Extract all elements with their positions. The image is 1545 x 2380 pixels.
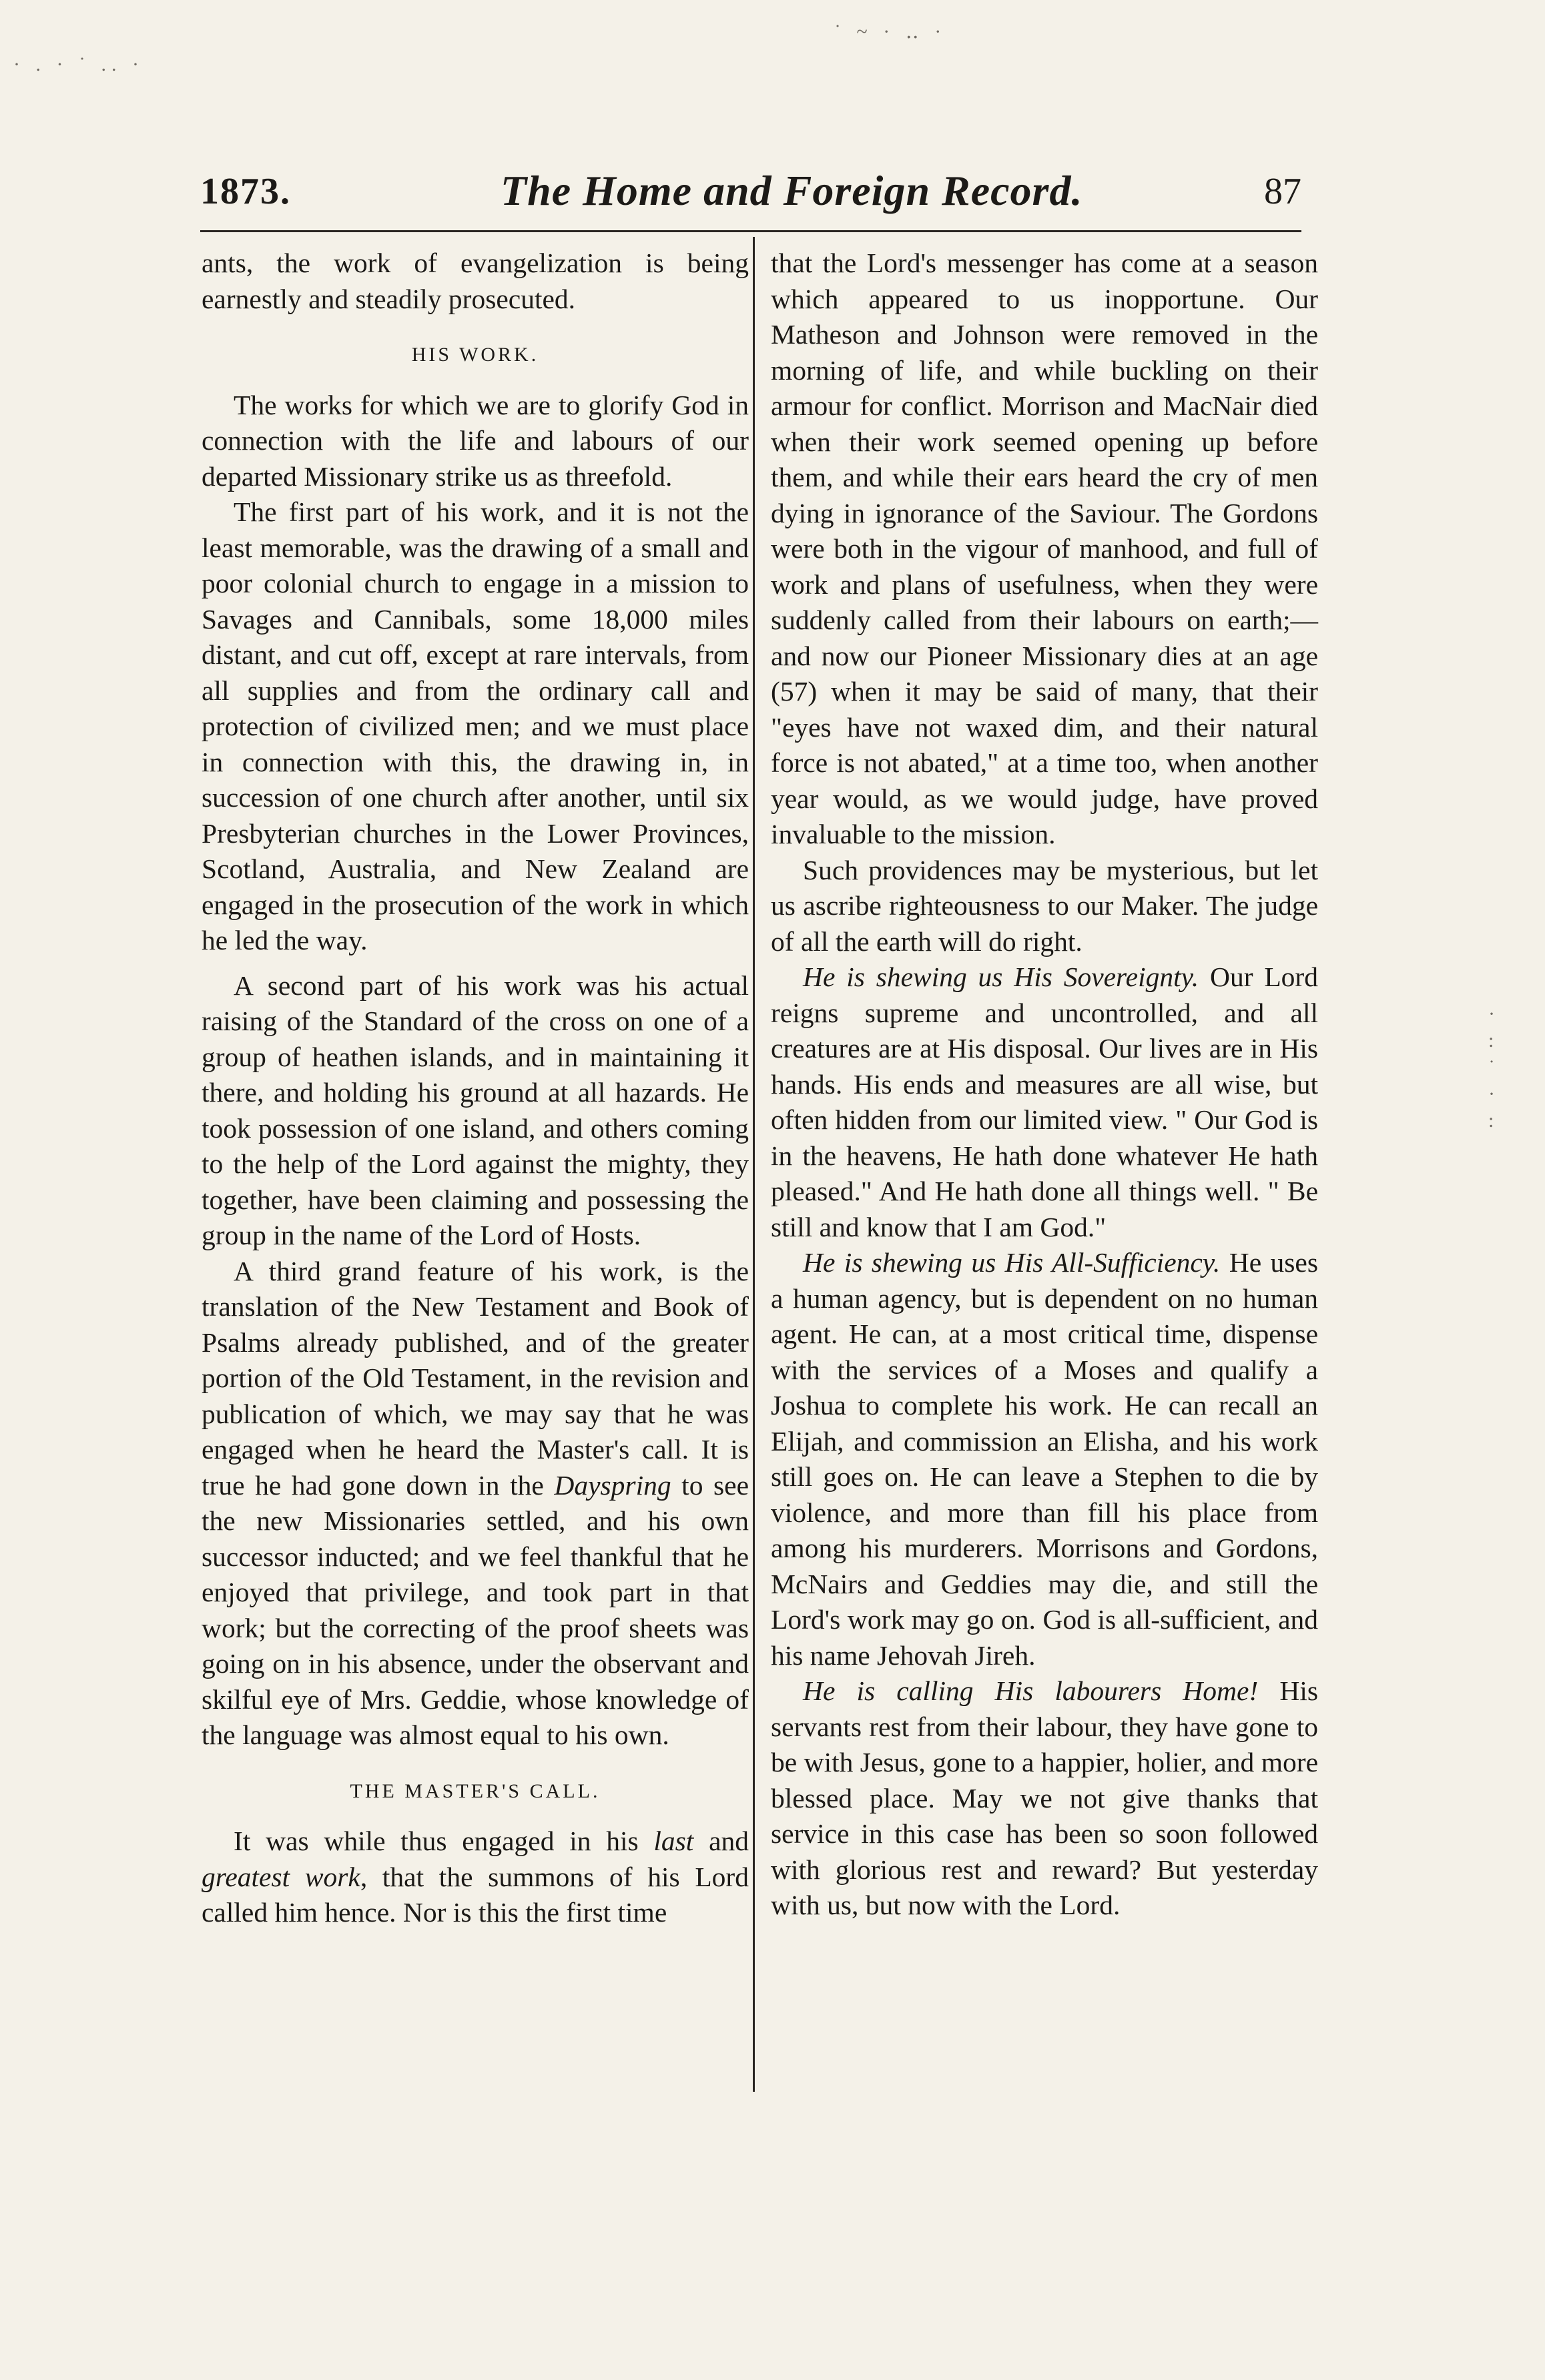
italic-text: Dayspring xyxy=(554,1469,671,1501)
paragraph: Such providences may be mysterious, but let us ascribe righteousness to our Maker. The judge of all the earth will do right. xyxy=(771,854,1318,957)
text-run: and xyxy=(693,1826,749,1856)
column-divider xyxy=(753,237,755,2092)
paragraph: The works for which we are to glorify God in connection with the life and labours of our departed Missionary strike us as threefold. xyxy=(202,389,749,492)
italic-text: He is calling His labourers Home! xyxy=(803,1675,1259,1706)
running-header xyxy=(200,167,1301,232)
italic-text: He is shewing us His All-Sufficiency. xyxy=(803,1247,1221,1278)
left-column xyxy=(202,246,749,1931)
right-column xyxy=(771,246,1318,1924)
paragraph xyxy=(771,1245,1318,1673)
paragraph xyxy=(202,1254,749,1753)
scan-noise: · . · ˙ .. · xyxy=(13,53,144,75)
italic-text: He is shewing us His Sovereignty. xyxy=(803,961,1199,992)
header-year: 1873. xyxy=(200,171,291,212)
scan-noise: ˙ ~ · ‥ · xyxy=(834,21,947,43)
italic-text: last xyxy=(653,1826,694,1856)
page-number: 87 xyxy=(1264,171,1301,212)
text-run: His servants rest from their labour, they have gone to be with Jesus, gone to a happier, holier, and more blessed place. May we not give thanks that service in this case has been so soon followed with glorious rest and reward? But yesterday with us, but now with the Lord. xyxy=(771,1675,1318,1920)
text-run: , that the summons of his Lord called him hence. Nor is this the first time xyxy=(202,1861,749,1928)
paragraph-gap xyxy=(202,959,749,968)
text-run: It was while thus engaged in his xyxy=(234,1826,654,1856)
paragraph xyxy=(202,1824,749,1931)
scan-noise: · : ˙ · : xyxy=(1488,1003,1495,1132)
paragraph xyxy=(771,959,1318,1245)
text-run: He uses a human agency, but is dependent on no human agent. He can, at a most critical time, dispense with the services of a Moses and qualify a Joshua to complete his work. He can recall an Elijah, and commission an Elisha, and his work still goes on. He can leave a Stephen to die by violence, and more than fill his place from among his murderers. Morrisons and Gordons, McNairs and Geddies may die, and still the Lord's work may go on. God is all-sufficient, and his name Jehovah Jireh. xyxy=(771,1247,1318,1671)
paragraph: ants, the work of evangelization is being earnestly and steadily prosecuted. xyxy=(202,248,749,314)
text-run: A third grand feature of his work, is the translation of the New Testament and Book of Psalms already published, and of the greater portion of the Old Testament, in the revision and publication of which, we may say that he was engaged when he heard the Master's call. It is true he had gone down in the xyxy=(202,1255,749,1501)
italic-text: greatest work xyxy=(202,1861,360,1892)
text-run: to see the new Missionaries settled, and his own successor inducted; and we feel thankful that he enjoyed that privilege, and took part in that work; but the correcting of the proof sheets was going on in his absence, under the observant and skilful eye of Mrs. Geddie, whose knowledge of the language was almost equal to his own. xyxy=(202,1469,749,1750)
paragraph: that the Lord's messenger has come at a season which appeared to us inopportune. Our Matheson and Johnson were removed in the morning of life, and while buckling on their armour for conflict. Morrison and MacNair died when their work seemed opening up before them, and while their ears heard the cry of men dying in ignorance of the Saviour. The Gordons were both in the vigour of manhood, and full of work and plans of usefulness, when they were suddenly called from their labours on earth;—and now our Pioneer Missionary dies at an age (57) when it may be said of many, that their "eyes have not waxed dim, and their natural force is not abated," at a time too, when another year would, as we would judge, have proved invaluable to the mission. xyxy=(771,248,1318,849)
section-heading: HIS WORK. xyxy=(411,344,539,366)
paragraph: A second part of his work was his actual raising of the Standard of the cross on one of a group of heathen islands, and in maintaining it there, and holding his ground at all hazards. He took possession of one island, and others coming to the help of the Lord against the mighty, they together, have been claiming and possessing the group in the name of the Lord of Hosts. xyxy=(202,969,749,1250)
paragraph xyxy=(771,1673,1318,1924)
header-title: The Home and Foreign Record. xyxy=(501,167,1083,214)
text-run: Our Lord reigns supreme and uncontrolled, and all creatures are at His disposal. Our lives are in His hands. His ends and measures are all wise, but often hidden from our limited view. " Our God is in the heavens, He hath done whatever He hath pleased." And He hath done all things well. " Be still and know that I am God." xyxy=(771,961,1318,1242)
paragraph: The first part of his work, and it is not the least memorable, was the drawing of a small and poor colonial church to engage in a mission to Savages and Cannibals, some 18,000 miles distant, and cut off, except at rare intervals, from all supplies and from the ordinary call and protection of civilized men; and we must place in connection with this, the drawing in, in succession of one church after another, until six Presbyterian churches in the Lower Provinces, Scotland, Australia, and New Zealand are engaged in the prosecution of the work in which he led the way. xyxy=(202,496,749,955)
section-heading: THE MASTER'S CALL. xyxy=(350,1779,601,1802)
